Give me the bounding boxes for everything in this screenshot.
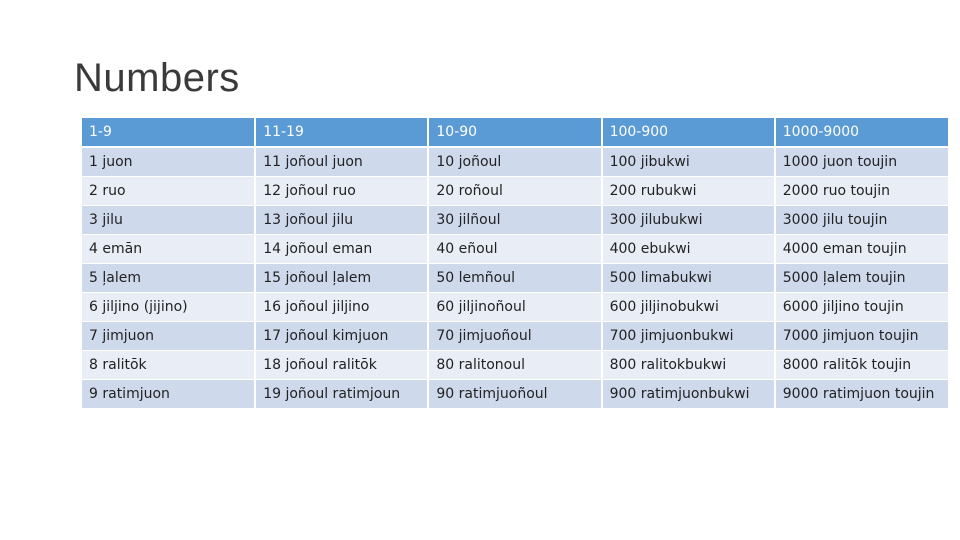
table-cell: 7000 jimjuon toujin (775, 321, 948, 350)
table-cell: 500 limabukwi (602, 263, 775, 292)
table-cell: 50 lemñoul (428, 263, 601, 292)
numbers-table (82, 118, 948, 409)
table-cell: 70 jimjuoñoul (428, 321, 601, 350)
table-cell: 9 ratimjuon (82, 379, 255, 408)
table-cell: 19 joñoul ratimjoun (255, 379, 428, 408)
table-cell: 800 ralitokbukwi (602, 350, 775, 379)
table-cell: 16 joñoul jiljino (255, 292, 428, 321)
table-cell: 1 juon (82, 147, 255, 176)
table-cell: 9000 ratimjuon toujin (775, 379, 948, 408)
table-cell: 4 emān (82, 234, 255, 263)
table-cell: 18 joñoul ralitōk (255, 350, 428, 379)
table-cell: 60 jiljinoñoul (428, 292, 601, 321)
table-cell: 17 joñoul kimjuon (255, 321, 428, 350)
table-cell: 100 jibukwi (602, 147, 775, 176)
table-cell: 400 ebukwi (602, 234, 775, 263)
table-row (82, 234, 948, 263)
column-header-11-19: 11-19 (255, 118, 428, 147)
table-header-row (82, 118, 948, 147)
column-header-100-900: 100-900 (602, 118, 775, 147)
table-cell: 900 ratimjuonbukwi (602, 379, 775, 408)
table-row (82, 321, 948, 350)
table-cell: 3 jilu (82, 205, 255, 234)
table-cell: 8 ralitōk (82, 350, 255, 379)
table-cell: 6 jiljino (jijino) (82, 292, 255, 321)
table-cell: 600 jiljinobukwi (602, 292, 775, 321)
column-header-10-90: 10-90 (428, 118, 601, 147)
table-cell: 90 ratimjuoñoul (428, 379, 601, 408)
table-cell: 3000 jilu toujin (775, 205, 948, 234)
table-cell: 300 jilubukwi (602, 205, 775, 234)
table-cell: 5000 ļalem toujin (775, 263, 948, 292)
table-cell: 10 joñoul (428, 147, 601, 176)
table-row (82, 147, 948, 176)
table-row (82, 205, 948, 234)
slide-title: Numbers (74, 56, 240, 100)
table-cell: 12 joñoul ruo (255, 176, 428, 205)
table-cell: 7 jimjuon (82, 321, 255, 350)
table-cell: 30 jilñoul (428, 205, 601, 234)
column-header-1-9: 1-9 (82, 118, 255, 147)
table-row (82, 350, 948, 379)
column-header-1000-9000: 1000-9000 (775, 118, 948, 147)
table-cell: 20 roñoul (428, 176, 601, 205)
table-cell: 14 joñoul eman (255, 234, 428, 263)
table-row (82, 379, 948, 408)
table-cell: 200 rubukwi (602, 176, 775, 205)
table-cell: 6000 jiljino toujin (775, 292, 948, 321)
table-cell: 5 ļalem (82, 263, 255, 292)
table-cell: 4000 eman toujin (775, 234, 948, 263)
table-cell: 40 eñoul (428, 234, 601, 263)
table-cell: 80 ralitonoul (428, 350, 601, 379)
table-cell: 8000 ralitōk toujin (775, 350, 948, 379)
table-row (82, 176, 948, 205)
table-cell: 13 joñoul jilu (255, 205, 428, 234)
table-cell: 11 joñoul juon (255, 147, 428, 176)
table-row (82, 263, 948, 292)
table-cell: 1000 juon toujin (775, 147, 948, 176)
table-cell: 700 jimjuonbukwi (602, 321, 775, 350)
table-cell: 2 ruo (82, 176, 255, 205)
table-row (82, 292, 948, 321)
table-cell: 2000 ruo toujin (775, 176, 948, 205)
table-cell: 15 joñoul ļalem (255, 263, 428, 292)
